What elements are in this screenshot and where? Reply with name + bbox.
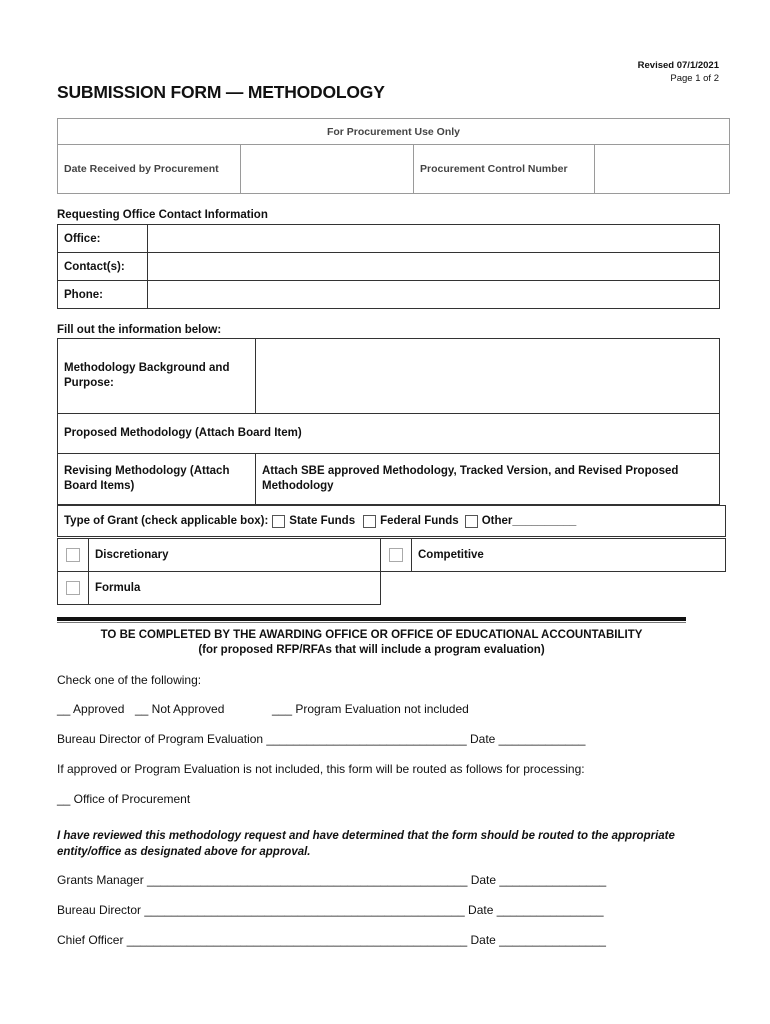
- check-one-label: Check one of the following:: [57, 673, 202, 687]
- bureau-director-eval-line[interactable]: Bureau Director of Program Evaluation ______________________________ Date _____________: [57, 732, 586, 746]
- federal-funds-checkbox[interactable]: [363, 515, 376, 528]
- phone-field[interactable]: [148, 281, 720, 309]
- grant-type-label: Type of Grant (check applicable box):: [64, 515, 269, 527]
- competitive-label: Competitive: [412, 539, 726, 572]
- phone-label: Phone:: [58, 281, 148, 309]
- procurement-table: [57, 118, 730, 194]
- federal-funds-label: Federal Funds: [380, 515, 459, 527]
- date-received-field[interactable]: [241, 145, 414, 194]
- routing-note: If approved or Program Evaluation is not included, this form will be routed as follows for processing:: [57, 762, 585, 776]
- approved-option[interactable]: __ Approved: [57, 702, 125, 716]
- formula-label: Formula: [89, 572, 381, 605]
- methodology-table: [57, 338, 720, 505]
- section-divider-thin: [57, 622, 686, 623]
- office-field[interactable]: [148, 225, 720, 253]
- grants-manager-signature[interactable]: Grants Manager ________________________________________________ Date ________________: [57, 873, 607, 887]
- awarding-heading-line1: TO BE COMPLETED BY THE AWARDING OFFICE OR OFFICE OF EDUCATIONAL ACCOUNTABILITY: [100, 629, 643, 641]
- discretionary-label: Discretionary: [89, 539, 381, 572]
- control-number-field[interactable]: [595, 145, 730, 194]
- competitive-checkbox-cell[interactable]: [381, 539, 412, 572]
- state-funds-label: State Funds: [289, 515, 356, 527]
- contact-table: [57, 224, 720, 309]
- revising-methodology-label: Revising Methodology (Attach Board Items): [58, 454, 256, 505]
- not-approved-option[interactable]: __ Not Approved: [135, 702, 225, 716]
- grant-category-table: [57, 538, 726, 605]
- formula-checkbox[interactable]: [66, 581, 80, 595]
- page-title: SUBMISSION FORM — METHODOLOGY: [57, 82, 385, 102]
- awarding-heading-line2: (for proposed RFP/RFAs that will include a program evaluation): [198, 644, 545, 656]
- methodology-section-label: Fill out the information below:: [57, 324, 222, 336]
- revision-info: [638, 59, 719, 85]
- discretionary-checkbox-cell[interactable]: [58, 539, 89, 572]
- grant-type-row: [57, 505, 726, 537]
- office-label: Office:: [58, 225, 148, 253]
- program-eval-not-included-option[interactable]: ___ Program Evaluation not included: [272, 702, 469, 716]
- competitive-checkbox[interactable]: [389, 548, 403, 562]
- contacts-label: Contact(s):: [58, 253, 148, 281]
- section-divider: [57, 617, 686, 621]
- bureau-director-signature[interactable]: Bureau Director ________________________________________________ Date ________________: [57, 903, 604, 917]
- other-checkbox[interactable]: [465, 515, 478, 528]
- background-label: Methodology Background and Purpose:: [58, 339, 256, 414]
- state-funds-checkbox[interactable]: [272, 515, 285, 528]
- date-received-label: Date Received by Procurement: [58, 145, 241, 194]
- background-field[interactable]: [256, 339, 720, 414]
- other-label: Other__________: [481, 515, 577, 527]
- control-number-label: Procurement Control Number: [414, 145, 595, 194]
- proposed-methodology-label[interactable]: Proposed Methodology (Attach Board Item): [58, 414, 720, 454]
- discretionary-checkbox[interactable]: [66, 548, 80, 562]
- revising-instructions: Attach SBE approved Methodology, Tracked Version, and Revised Proposed Methodology: [256, 454, 720, 505]
- contacts-field[interactable]: [148, 253, 720, 281]
- office-of-procurement-option[interactable]: __ Office of Procurement: [57, 792, 191, 806]
- formula-checkbox-cell[interactable]: [58, 572, 89, 605]
- contact-section-label: Requesting Office Contact Information: [57, 209, 268, 221]
- procurement-header: For Procurement Use Only: [58, 119, 730, 145]
- revised-date: Revised 07/1/2021: [637, 60, 719, 71]
- awarding-heading: [57, 628, 686, 658]
- review-statement: I have reviewed this methodology request and have determined that the form should be routed to the appropriate entity/office as designated above for approval.: [57, 830, 675, 858]
- page-number: Page 1 of 2: [670, 73, 719, 84]
- chief-officer-signature[interactable]: Chief Officer ___________________________________________________ Date ________________: [57, 933, 606, 947]
